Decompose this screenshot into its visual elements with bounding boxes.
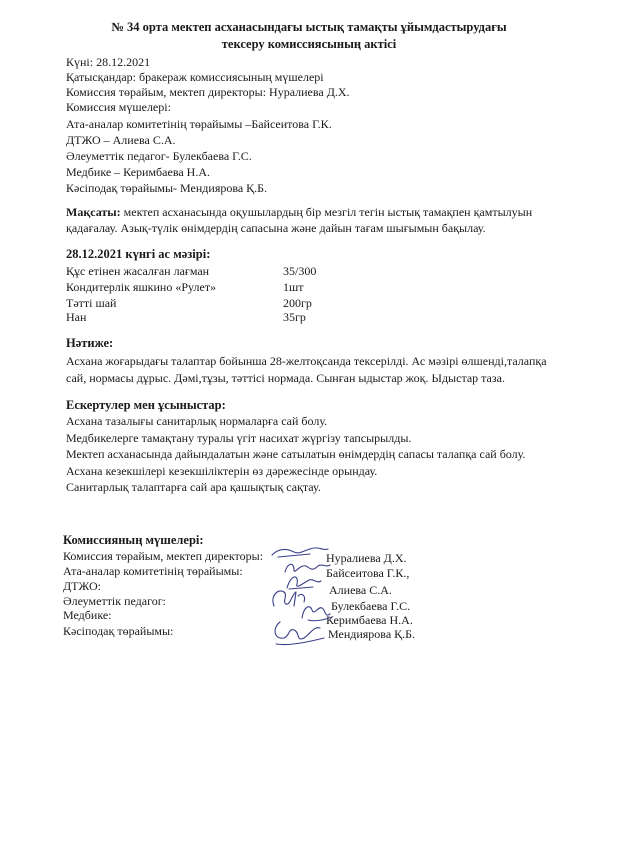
signature-name: Мендиярова Қ.Б. [328,627,416,641]
signature-role: Ата-аналар комитетінің төрайымы: [63,564,243,578]
result-line: сай, нормасы дұрыс. Дәмі,тұзы, тәттісі нормада. Сынған ыдыстар жоқ. Ыдыстар таза. [66,371,505,385]
goal-line1 [66,205,532,220]
signature-name: Керимбаева Н.А. [326,613,413,627]
menu-item-qty: 200гр [283,296,312,310]
signature-role: Медбике: [63,608,112,622]
member-line: Медбике – Керимбаева Н.А. [66,165,210,179]
participants-line: Қатысқандар: бракераж комиссиясының мүшелері [66,70,324,84]
document-title-line2: тексеру комиссиясының актісі [221,37,397,51]
menu-item-name: Тәтті шай [66,296,117,310]
note-line: Асхана кезекшілері кезекшіліктерін өз дәрежесінде орындау. [66,464,378,478]
member-line: Әлеуметтік педагог- Булекбаева Г.С. [66,149,252,163]
member-line: Ата-аналар комитетінің төрайымы –Байсеитова Г.К. [66,117,332,131]
chair-line: Комиссия төрайым, мектеп директоры: Нуралиева Д.Х. [66,85,350,99]
goal-line2: қадағалау. Азық-түлік өнімдердің сапасына және дайын тағам шығымын бақылау. [66,221,486,235]
result-line: Асхана жоғарыдағы талаптар бойынша 28-желтоқсанда тексерілді. Ас мәзірі өлшенді,талапқа [66,354,547,368]
goal-label: Мақсаты: [66,205,121,219]
signatures-title: Комиссияның мүшелері: [63,533,204,547]
signature-name: Нуралиева Д.Х. [326,551,407,565]
signature-role: Әлеуметтік педагог: [63,594,166,608]
signature-role: ДТЖО: [63,579,101,593]
menu-item-qty: 35гр [283,310,306,324]
menu-item-qty: 1шт [283,280,304,294]
member-line: ДТЖО – Алиева С.А. [66,133,176,147]
note-line: Асхана тазалығы санитарлық нормаларға сай болу. [66,414,328,428]
members-label: Комиссия мүшелері: [66,100,171,114]
document-title-line1: № 34 орта мектеп асханасындағы ыстық тамақты ұйымдастырудағы [111,20,507,34]
note-line: Мектеп асханасында дайындалатын және сатылатын өнімдердің сапасы талапқа сай болу. [66,447,526,461]
result-title: Нәтиже: [66,336,114,350]
date-line: Күні: 28.12.2021 [66,55,151,69]
signature-name: Байсеитова Г.К., [326,566,410,580]
member-line: Кәсіподақ төрайымы- Мендиярова Қ.Б. [66,181,268,195]
signature-name: Булекбаева Г.С. [331,599,411,613]
note-line: Санитарлық талаптарға сай ара қашықтық сақтау. [66,480,321,494]
menu-title: 28.12.2021 күнгі ас мәзірі: [66,247,211,261]
menu-item-name: Құс етінен жасалған лағман [66,264,210,278]
signature-name: Алиева С.А. [329,583,392,597]
menu-item-name: Кондитерлік яшкино «Рулет» [66,280,217,294]
menu-item-qty: 35/300 [283,264,317,278]
signature-role: Кәсіподақ төрайымы: [63,624,174,638]
notes-title: Ескертулер мен ұсыныстар: [66,398,226,412]
note-line: Медбикелерге тамақтану туралы үгіт насихат жүргізу тапсырылды. [66,431,412,445]
signature-role: Комиссия төрайым, мектеп директоры: [63,549,264,563]
handwritten-signature-trade-union [270,616,326,653]
goal-text: мектеп асханасында оқушылардың бір мезгіл тегін ыстық тамақпен қамтылуын [120,205,533,219]
menu-item-name: Нан [66,310,87,324]
